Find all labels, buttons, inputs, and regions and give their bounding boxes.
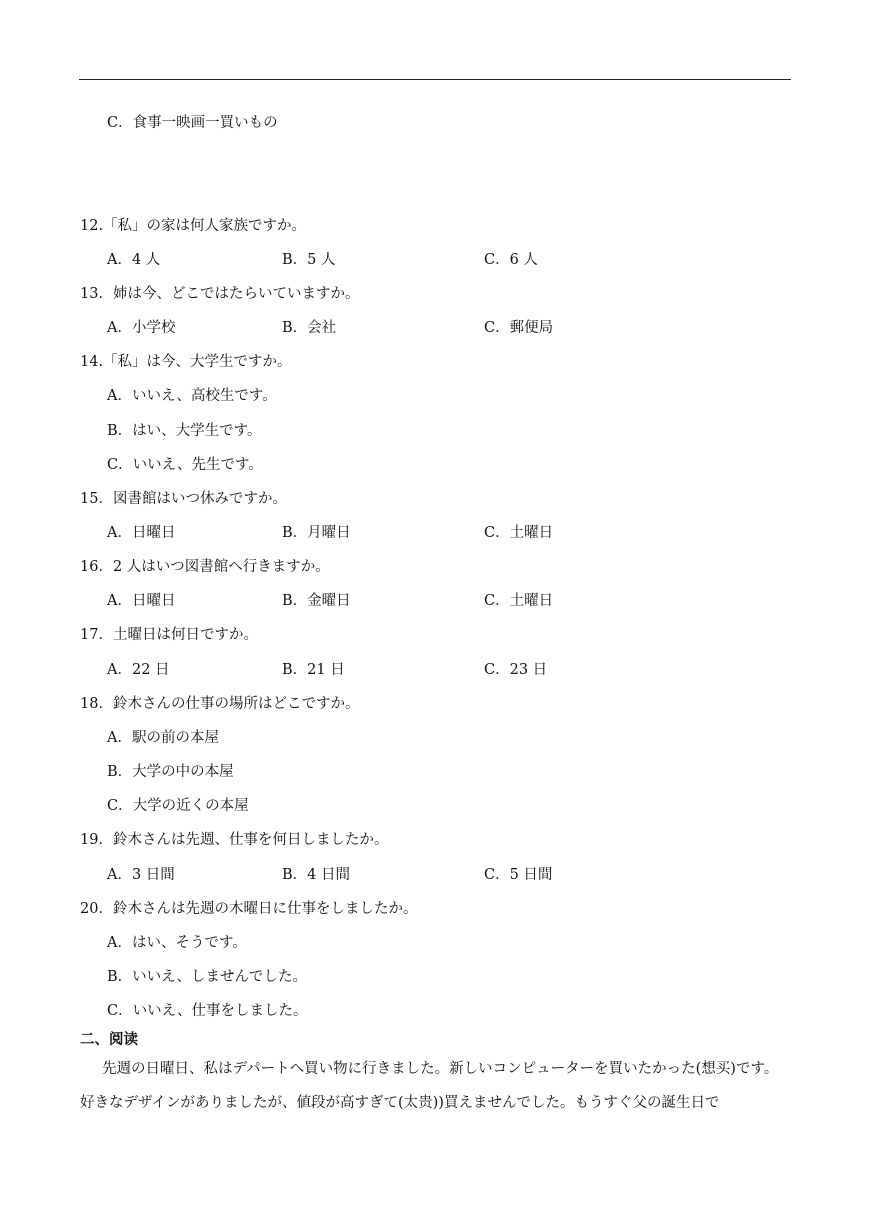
q16-option-b: B．金曜日 (282, 593, 351, 609)
q19-option-b: B．4 日間 (282, 867, 350, 883)
q12-question: 12.「私」の家は何人家族ですか。 (80, 218, 307, 234)
q11-option-c: C．食事一映画一買いもの (107, 115, 278, 131)
q12-option-b: B．5 人 (282, 252, 336, 268)
q20-option-c: C．いいえ、仕事をしました。 (107, 1003, 308, 1019)
q19-question: 19．鈴木さんは先週、仕事を何日しましたか。 (80, 832, 389, 848)
q16-option-a: A．日曜日 (107, 593, 176, 609)
q13-question: 13．姉は今、どこではたらいていますか。 (80, 286, 360, 302)
q18-option-c: C．大学の近くの本屋 (107, 798, 249, 814)
q14-question: 14.「私」は今、大学生ですか。 (80, 354, 292, 370)
section-title: 二、阅读 (80, 1031, 138, 1048)
q15-question: 15．図書館はいつ休みですか。 (80, 491, 287, 507)
q16-question: 16．2 人はいつ図書館へ行きますか。 (80, 559, 330, 575)
q17-option-a: A．22 日 (107, 662, 170, 678)
q17-option-c: C．23 日 (484, 662, 548, 678)
q17-option-b: B．21 日 (282, 662, 345, 678)
q18-option-a: A．駅の前の本屋 (107, 730, 219, 746)
q13-option-c: C．郵便局 (484, 320, 554, 336)
q12-option-a: A．4 人 (107, 252, 161, 268)
q13-option-a: A．小学校 (107, 320, 176, 336)
q20-question: 20．鈴木さんは先週の木曜日に仕事をしましたか。 (80, 901, 418, 917)
q20-option-a: A．はい、そうです。 (107, 935, 247, 951)
q14-option-b: B．はい、大学生です。 (107, 423, 262, 439)
reading-paragraph: 先週の日曜日、私はデパートへ買い物に行きました。新しいコンピューターを買いたかった(想买)です。好きなデザインがありましたが、値段が高すぎて(太贵))買えませんでした。もうすぐ父の誕生日で (80, 1061, 779, 1111)
q17-question: 17．土曜日は何日ですか。 (80, 627, 258, 643)
q19-option-c: C．5 日間 (484, 867, 553, 883)
q15-option-c: C．土曜日 (484, 525, 554, 541)
header-rule (79, 79, 791, 80)
q13-option-b: B．会社 (282, 320, 337, 336)
q15-option-b: B．月曜日 (282, 525, 351, 541)
q20-option-b: B．いいえ、しませんでした。 (107, 969, 308, 985)
q15-option-a: A．日曜日 (107, 525, 176, 541)
q18-option-b: B．大学の中の本屋 (107, 764, 234, 780)
q16-option-c: C．土曜日 (484, 593, 554, 609)
q19-option-a: A．3 日間 (107, 867, 175, 883)
q14-option-c: C．いいえ、先生です。 (107, 457, 263, 473)
q12-option-c: C．6 人 (484, 252, 538, 268)
q18-question: 18．鈴木さんの仕事の場所はどこですか。 (80, 696, 360, 712)
q14-option-a: A．いいえ、高校生です。 (107, 388, 277, 404)
